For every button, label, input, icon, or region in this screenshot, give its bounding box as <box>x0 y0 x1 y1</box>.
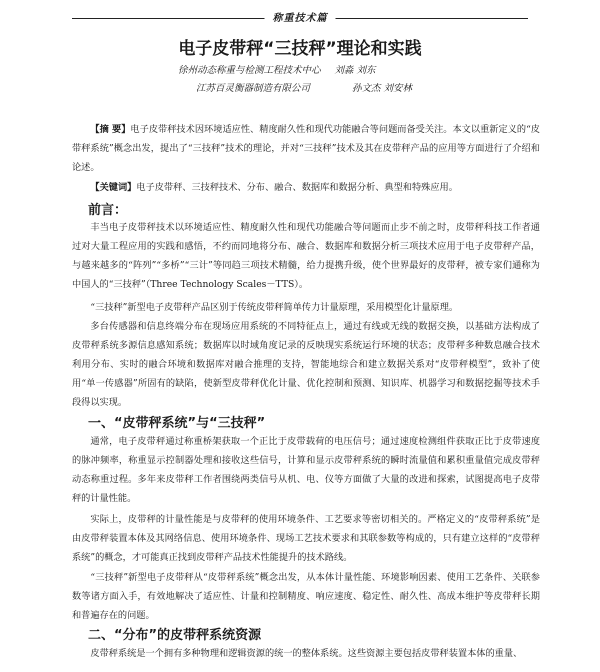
author-line-2 <box>196 80 412 94</box>
section-2-heading: 二、“分布”的皮带秤系统资源 <box>88 628 262 643</box>
section-2-paragraph-1: 皮带秤系统是一个拥有多种物理和逻辑资源的统一的整体系统。这些资源主要包括皮带秤装置本体的重量、 <box>90 648 523 659</box>
author-names-1: 刘淼 刘东 <box>334 65 376 76</box>
section-1-paragraph-3: “三技秤”新型电子皮带秤从“皮带秤系统”概念出发，从本体计量性能、环境影响因素、使用工艺条件、关联参数等诸方面入手，有效地解决了适应性、计量和控制精度、响应速度、稳定性、耐久性、高成本维护等皮带秤长期和普遍存在的问题。 <box>72 572 540 621</box>
author-org-2: 江苏百灵衡器制造有限公司 <box>196 83 311 94</box>
author-names-2: 孙文杰 刘安林 <box>352 83 413 94</box>
preface-heading: 前言： <box>88 203 128 218</box>
abstract-label: 【摘 要】 <box>90 124 131 135</box>
abstract-text: 电子皮带秤技术因环境适应性、精度耐久性和现代功能融合等问题而备受关注。本文以重新定义的“皮带秤系统”概念出发，提出了“三技秤”技术的理论，并对“三技秤”技术及其在皮带秤产品的应用等方面进行了介绍和论述。 <box>72 124 540 173</box>
section-1-paragraph-1: 通常，电子皮带秤通过称重桥架获取一个正比于皮带载荷的电压信号；通过速度检测组件获取正比于皮带速度的脉冲频率，称重显示控制器处理和接收这些信号，计算和显示皮带秤系统的瞬时流量值和累积重量值完成皮带秤动态称重过程。多年来皮带秤工作者围绕两类信号从机、电、仪等方面做了大量的改进和探索，试图提高电子皮带秤的计量性能。 <box>72 436 540 504</box>
abstract <box>72 120 540 177</box>
header-label: 称重技术篇 <box>265 9 336 24</box>
keywords-text: 电子皮带秤、三技秤技术、分布、融合、数据库和数据分析、典型和特殊应用。 <box>136 182 458 193</box>
section-1-heading: 一、“皮带秤系统”与“三技秤” <box>88 416 266 431</box>
author-org-1: 徐州动态称重与检测工程技术中心 <box>178 65 321 76</box>
preface-paragraph-2: “三技秤”新型电子皮带秤产品区别于传统皮带秤简单传力计量原理，采用模型化计量原理。 <box>90 302 459 313</box>
section-1-paragraph-2: 实际上，皮带秤的计量性能是与皮带秤的使用环境条件、工艺要求等密切相关的。严格定义的“皮带秤系统”是由皮带秤装置本体及其网络信息、使用环境条件、现场工艺技术要求和其联参数等构成的，只有建立这样的“皮带秤系统”的概念，才可能真正找到皮带秤产品技术性能提升的技术路线。 <box>72 514 540 563</box>
paper-title: 电子皮带秤“三技秤”理论和实践 <box>178 39 422 59</box>
keywords <box>72 178 540 197</box>
preface-paragraph-1: 丰当电子皮带秤技术以环境适应性、精度耐久性和现代功能融合等问题而止步不前之时，皮带秤科技工作者通过对大量工程应用的实践和感悟，不约而同地将分布、融合、数据库和数据分析三项技术应用于电子皮带秤产品，与越来越多的“阵列”“多桥”“三计”等同趋三项技术精髓，给力提携升级，使个世界最好的皮带秤，被专家们通称为中国人的“三技秤”（Three Technology Scales－TTS）。 <box>72 222 540 290</box>
preface-paragraph-3: 多台传感器和信息终端分布在现场应用系统的不同特征点上，通过有线或无线的数据交换，以基础方法构成了皮带秤系统多源信息感知系统；数据库以时域角度记录的反映现实系统运行环境的状态；皮带秤多种数息融合技术利用分布、实时的融合环境和数据库对融合推理的支持，智能地综合和建立数据关系对“皮带秤模型”，致补了使用“单一传感器”所固有的缺陷，使新型皮带秤优化计量、优化控制和预测、知识库、机器学习和数据挖掘等技术手段得以实现。 <box>72 321 540 408</box>
author-line-1 <box>178 62 376 76</box>
running-header <box>72 8 528 22</box>
keywords-label: 【关键词】 <box>90 182 137 193</box>
